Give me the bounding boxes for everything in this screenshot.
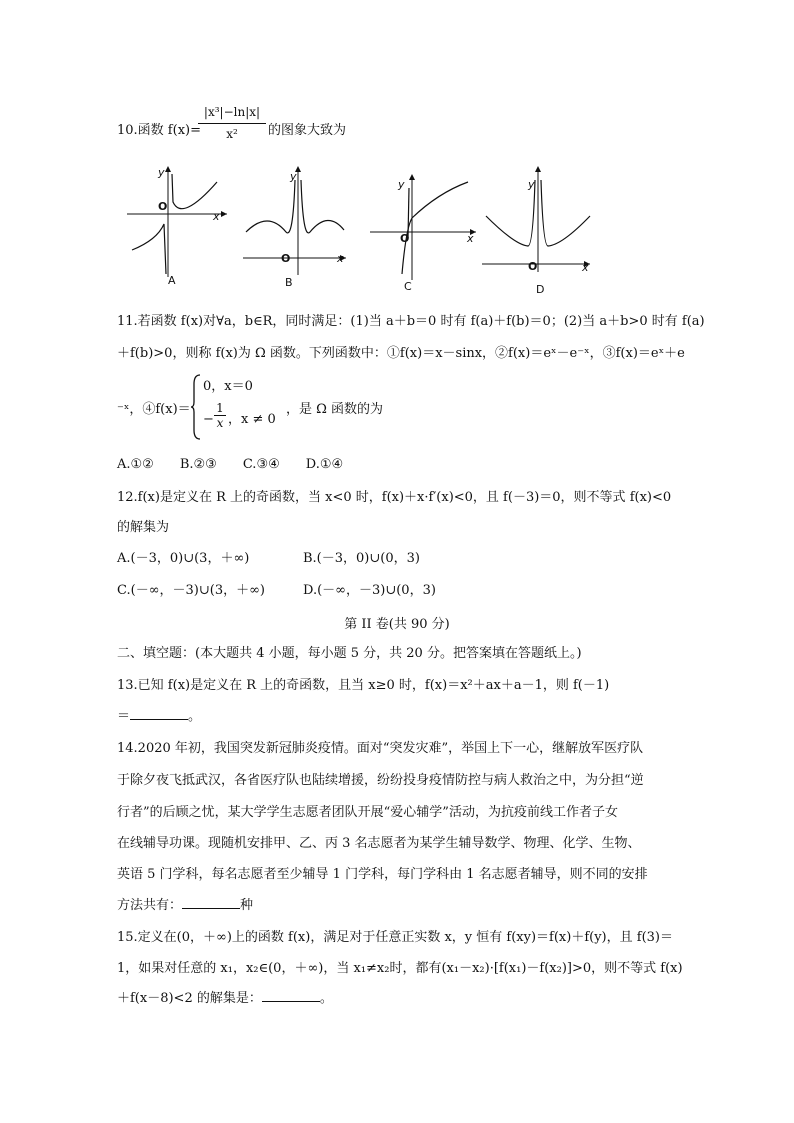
graph-b-origin: O <box>281 252 291 265</box>
q10-denominator: x² <box>226 127 238 141</box>
graph-d-origin: O <box>528 260 538 273</box>
q12-choice-b: B.(－3，0)∪(0，3) <box>303 551 420 566</box>
q13-eq: ＝ <box>117 709 131 724</box>
q15-line3 <box>117 990 333 1008</box>
graph-d-x-label: x <box>582 261 589 274</box>
q11-line1: 11.若函数 f(x)对∀a，b∈R，同时满足：(1)当 a＋b＝0 时有 f(a)＋f(b)＝0；(2)当 a＋b>0 时有 f(a) <box>117 314 705 329</box>
q10-fraction <box>198 104 266 142</box>
q13-period: 。 <box>188 709 202 724</box>
graph-a-x-label: x <box>213 210 220 223</box>
q15-answer-blank[interactable] <box>262 990 320 1002</box>
q14-line1: 14.2020 年初，我国突发新冠肺炎疫情。面对“突发灾难”，举国上下一心，继解放军医疗队 <box>117 741 644 756</box>
q11-line3-suffix: ，是 Ω 函数的为 <box>286 402 384 417</box>
q11-piece1: 0，x＝0 <box>203 379 253 394</box>
q15-suffix: 。 <box>319 991 333 1006</box>
q14-suffix: 种 <box>240 898 254 913</box>
section2-title: 第 II 卷(共 90 分) <box>344 617 450 632</box>
q15-prefix: ＋f(x－8)<2 的解集是： <box>117 991 262 1006</box>
q11-piece2-den: x <box>216 416 224 430</box>
graph-a-option: A <box>168 274 176 287</box>
q12-line1: 12.f(x)是定义在 R 上的奇函数，当 x<0 时，f(x)＋x·f′(x)<0，且 f(－3)＝0，则不等式 f(x)<0 <box>117 490 672 505</box>
q11-piece2-num: 1 <box>216 401 224 415</box>
q13-line1: 13.已知 f(x)是定义在 R 上的奇函数，且当 x≥0 时，f(x)＝x²＋ax＋a－1，则 f(－1) <box>117 678 610 693</box>
q12-choice-d: D.(－∞，－3)∪(0，3) <box>303 583 436 598</box>
q14-line6 <box>117 897 253 915</box>
graph-c-y-label: y <box>398 178 405 191</box>
q11-piece2-cond: ，x ≠ 0 <box>228 412 276 427</box>
q14-line5: 英语 5 门学科，每名志愿者至少辅导 1 门学科，每门学科由 1 名志愿者辅导，则不同的安排 <box>117 867 648 882</box>
graph-d <box>480 160 595 280</box>
q12-line2: 的解集为 <box>117 520 170 535</box>
q10-prefix: 10.函数 f(x)= <box>117 123 201 138</box>
q11-line3-prefix: ⁻ˣ，④f(x)＝ <box>117 402 191 417</box>
graph-a-origin: O <box>158 200 168 213</box>
q12-choice-a: A.(－3，0)∪(3，＋∞) <box>117 551 250 566</box>
q13-answer-blank[interactable] <box>130 708 188 720</box>
q11-piecewise-brace <box>191 374 201 440</box>
q15-line1: 15.定义在(0，＋∞)上的函数 f(x)，满足对于任意正实数 x，y 恒有 f(xy)＝f(x)＋f(y)，且 f(3)＝ <box>117 930 673 945</box>
graph-b-y-label: y <box>290 170 297 183</box>
q11-piece2-neg: − <box>203 412 214 427</box>
q14-line3: 行者”的后顾之忧，某大学学生志愿者团队开展“爱心辅学”活动，为抗疫前线工作者子女 <box>117 805 618 820</box>
q10-numerator: |x³|−ln|x| <box>203 105 261 119</box>
graph-c-origin: O <box>400 232 410 245</box>
graph-a-y-label: y <box>158 166 165 179</box>
graph-d-option: D <box>536 283 545 296</box>
section2-heading: 二、填空题：(本大题共 4 小题，每小题 5 分，共 20 分。把答案填在答题纸上。) <box>117 646 582 661</box>
q14-prefix: 方法共有： <box>117 898 183 913</box>
q13-line2 <box>117 708 201 726</box>
q11-piece2-fraction <box>214 401 226 430</box>
q12-choice-c: C.(－∞，－3)∪(3，＋∞) <box>117 583 265 598</box>
graph-d-y-label: y <box>528 178 535 191</box>
graph-b-option: B <box>285 276 293 289</box>
q15-line2: 1，如果对任意的 x₁，x₂∈(0，＋∞)，当 x₁≠x₂时，都有(x₁－x₂)·[f(x₁)－f(x₂)]>0，则不等式 f(x) <box>117 961 683 976</box>
q14-answer-blank[interactable] <box>182 897 240 909</box>
graph-c <box>368 168 478 283</box>
q11-line2: ＋f(b)>0，则称 f(x)为 Ω 函数。下列函数中：①f(x)＝x－sinx，②f(x)＝eˣ－e⁻ˣ，③f(x)＝eˣ＋e <box>117 346 685 361</box>
q14-line4: 在线辅导功课。现随机安排甲、乙、丙 3 名志愿者为某学生辅导数学、物理、化学、生物、 <box>117 836 641 851</box>
graph-b-x-label: x <box>337 252 344 265</box>
q14-line2: 于除夕夜飞抵武汉，各省医疗队也陆续增援，纷纷投身疫情防控与病人救治之中，为分担“逆 <box>117 773 644 788</box>
q11-choices: A.①② B.②③ C.③④ D.①④ <box>117 457 344 472</box>
graph-c-x-label: x <box>467 232 474 245</box>
q10-suffix: 的图象大致为 <box>268 123 347 138</box>
graph-c-option: C <box>404 280 412 293</box>
